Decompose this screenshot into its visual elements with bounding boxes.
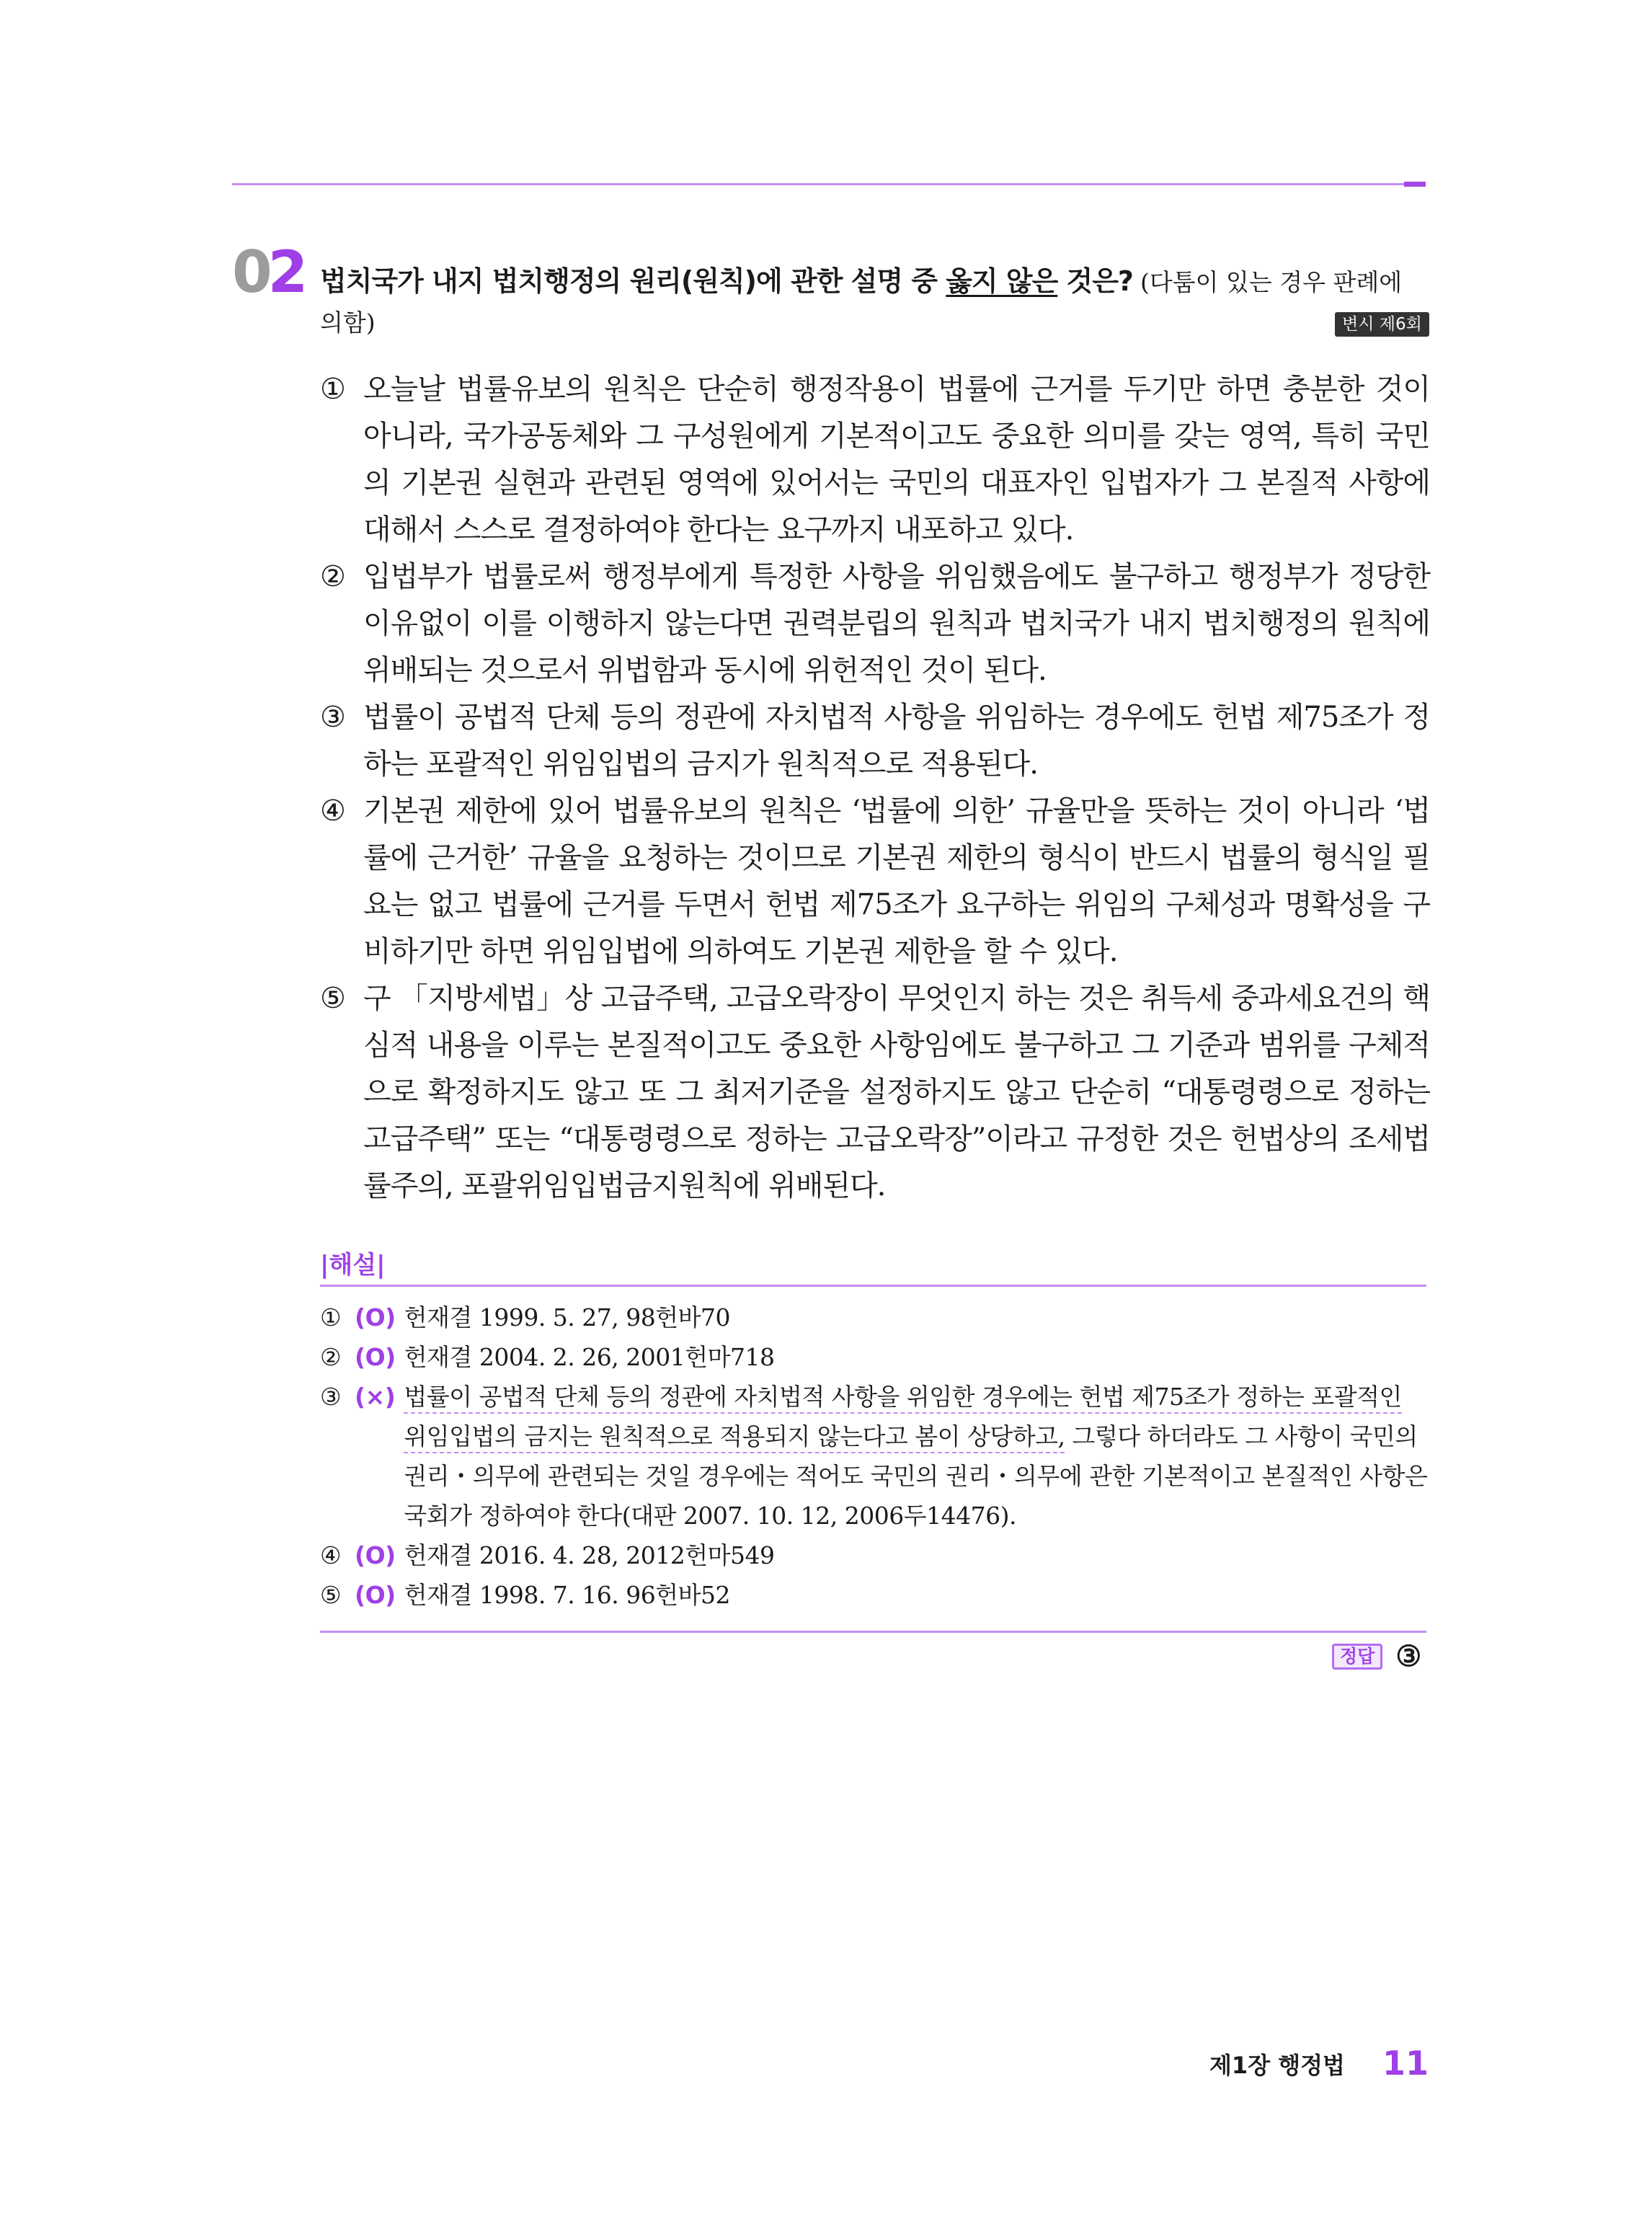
explanation-text <box>404 1377 1430 1536</box>
option-number: ① <box>320 373 345 406</box>
answer-value: ③ <box>1395 1639 1422 1673</box>
explanation-list <box>320 1298 1430 1615</box>
stem-before: 법치국가 내지 법치행정의 원리(원칙)에 관한 설명 중 <box>320 265 946 297</box>
explanation-number: ② <box>320 1343 342 1371</box>
explanation-item-1 <box>320 1298 1430 1337</box>
stem-negative-underlined: 옳지 않은 <box>946 265 1058 297</box>
explanation-heading: |해설| <box>320 1251 386 1280</box>
answer-box <box>1332 1640 1421 1673</box>
option-number: ④ <box>320 794 345 828</box>
option-text: 입법부가 법률로써 행정부에게 특정한 사항을 위임했음에도 불구하고 행정부가 정당한 이유없이 이를 이행하지 않는다면 권력분립의 원칙과 법치국가 내지 법치행정의 원칙에 위배되는 것으로서 위법함과 동시에 위헌적인 것이 된다. <box>363 560 1430 687</box>
explanation-item-4 <box>320 1536 1430 1575</box>
explanation-number: ⑤ <box>320 1581 342 1609</box>
option-number: ③ <box>320 701 345 734</box>
question-number-first-digit: 0 <box>232 239 268 306</box>
explanation-item-2 <box>320 1337 1430 1377</box>
option-3 <box>320 694 1430 788</box>
option-5 <box>320 975 1430 1210</box>
question-number <box>232 239 304 306</box>
explanation-bottom-rule <box>320 1631 1426 1633</box>
option-text: 기본권 제한에 있어 법률유보의 원칙은 ‘법률에 의한’ 규율만을 뜻하는 것이 아니라 ‘법률에 근거한’ 규율을 요청하는 것이므로 기본권 제한의 형식이 반드시 법률의 형식일 필요는 없고 법률에 근거를 두면서 헌법 제75조가 요구하는 위임의 구체성과 명확성을 구비하기만 하면 위임입법에 의하여도 기본권 제한을 할 수 있다. <box>363 794 1430 968</box>
answer-label-badge: 정답 <box>1332 1644 1382 1670</box>
explanation-text: 헌재결 2004. 2. 26, 2001헌마718 <box>404 1343 775 1371</box>
answer-options <box>320 366 1430 1210</box>
explanation-number: ③ <box>320 1383 342 1411</box>
correct-mark: (O) <box>355 1581 396 1609</box>
exam-source-badge: 변시 제6회 <box>1335 312 1429 337</box>
explanation-text-highlighted: 법률이 공법적 단체 등의 정관에 자치법적 사항을 위임한 경우에는 헌법 제75조가 정하는 포괄적인 위임입법의 금지는 원칙적으로 적용되지 않는다고 봄이 상당하고, <box>404 1383 1402 1453</box>
correct-mark: (O) <box>355 1303 396 1331</box>
header-rule <box>232 183 1425 185</box>
question-note-line1: (다툼이 있는 경우 판례에 <box>1140 268 1403 296</box>
explanation-number: ④ <box>320 1541 342 1569</box>
correct-mark: (O) <box>355 1541 396 1569</box>
option-text: 오늘날 법률유보의 원칙은 단순히 행정작용이 법률에 근거를 두기만 하면 충분한 것이 아니라, 국가공동체와 그 구성원에게 기본적이고도 중요한 의미를 갖는 영역, 특히 국민의 기본권 실현과 관련된 영역에 있어서는 국민의 대표자인 입법자가 그 본질적 사항에 대해서 스스로 결정하여야 한다는 요구까지 내포하고 있다. <box>363 373 1430 546</box>
incorrect-mark: (×) <box>355 1383 396 1411</box>
stem-after: 것은? <box>1057 265 1133 297</box>
explanation-number: ① <box>320 1303 342 1331</box>
question-stem <box>320 262 1430 301</box>
option-1 <box>320 366 1430 554</box>
option-number: ⑤ <box>320 982 345 1015</box>
explanation-heading-rule <box>320 1285 1426 1287</box>
page-number: 11 <box>1382 2044 1429 2083</box>
explanation-item-3 <box>320 1377 1430 1536</box>
footer-chapter-title: 제1장 행정법 <box>1209 2052 1345 2079</box>
question-stem-text <box>320 265 1133 297</box>
explanation-text-rest: 그렇다 하더라도 그 사항이 국민의 권리・의무에 관련되는 것일 경우에는 적어도 국민의 권리・의무에 관한 기본적이고 본질적인 사항은 국회가 정하여야 한다(대판 2007. 10. 12, 2006두14476). <box>404 1422 1428 1530</box>
explanation-item-5 <box>320 1575 1430 1615</box>
option-text: 구 「지방세법」상 고급주택, 고급오락장이 무엇인지 하는 것은 취득세 중과세요건의 핵심적 내용을 이루는 본질적이고도 중요한 사항임에도 불구하고 그 기준과 범위를 구체적으로 확정하지도 않고 또 그 최저기준을 설정하지도 않고 단순히 “대통령령으로 정하는 고급주택” 또는 “대통령령으로 정하는 고급오락장”이라고 규정한 것은 헌법상의 조세법률주의, 포괄위임입법금지원칙에 위배된다. <box>363 982 1430 1202</box>
explanation-text: 헌재결 2016. 4. 28, 2012헌마549 <box>404 1541 775 1569</box>
option-text: 법률이 공법적 단체 등의 정관에 자치법적 사항을 위임하는 경우에도 헌법 제75조가 정하는 포괄적인 위임입법의 금지가 원칙적으로 적용된다. <box>363 701 1430 781</box>
question-note-line2: 의함) <box>320 309 376 337</box>
option-4 <box>320 788 1430 975</box>
correct-mark: (O) <box>355 1343 396 1371</box>
option-number: ② <box>320 560 345 593</box>
header-rule-accent <box>1404 182 1426 187</box>
explanation-text: 헌재결 1998. 7. 16. 96헌바52 <box>404 1581 730 1609</box>
explanation-text: 헌재결 1999. 5. 27, 98헌바70 <box>404 1303 730 1331</box>
question-number-second-digit: 2 <box>267 239 304 306</box>
option-2 <box>320 554 1430 694</box>
